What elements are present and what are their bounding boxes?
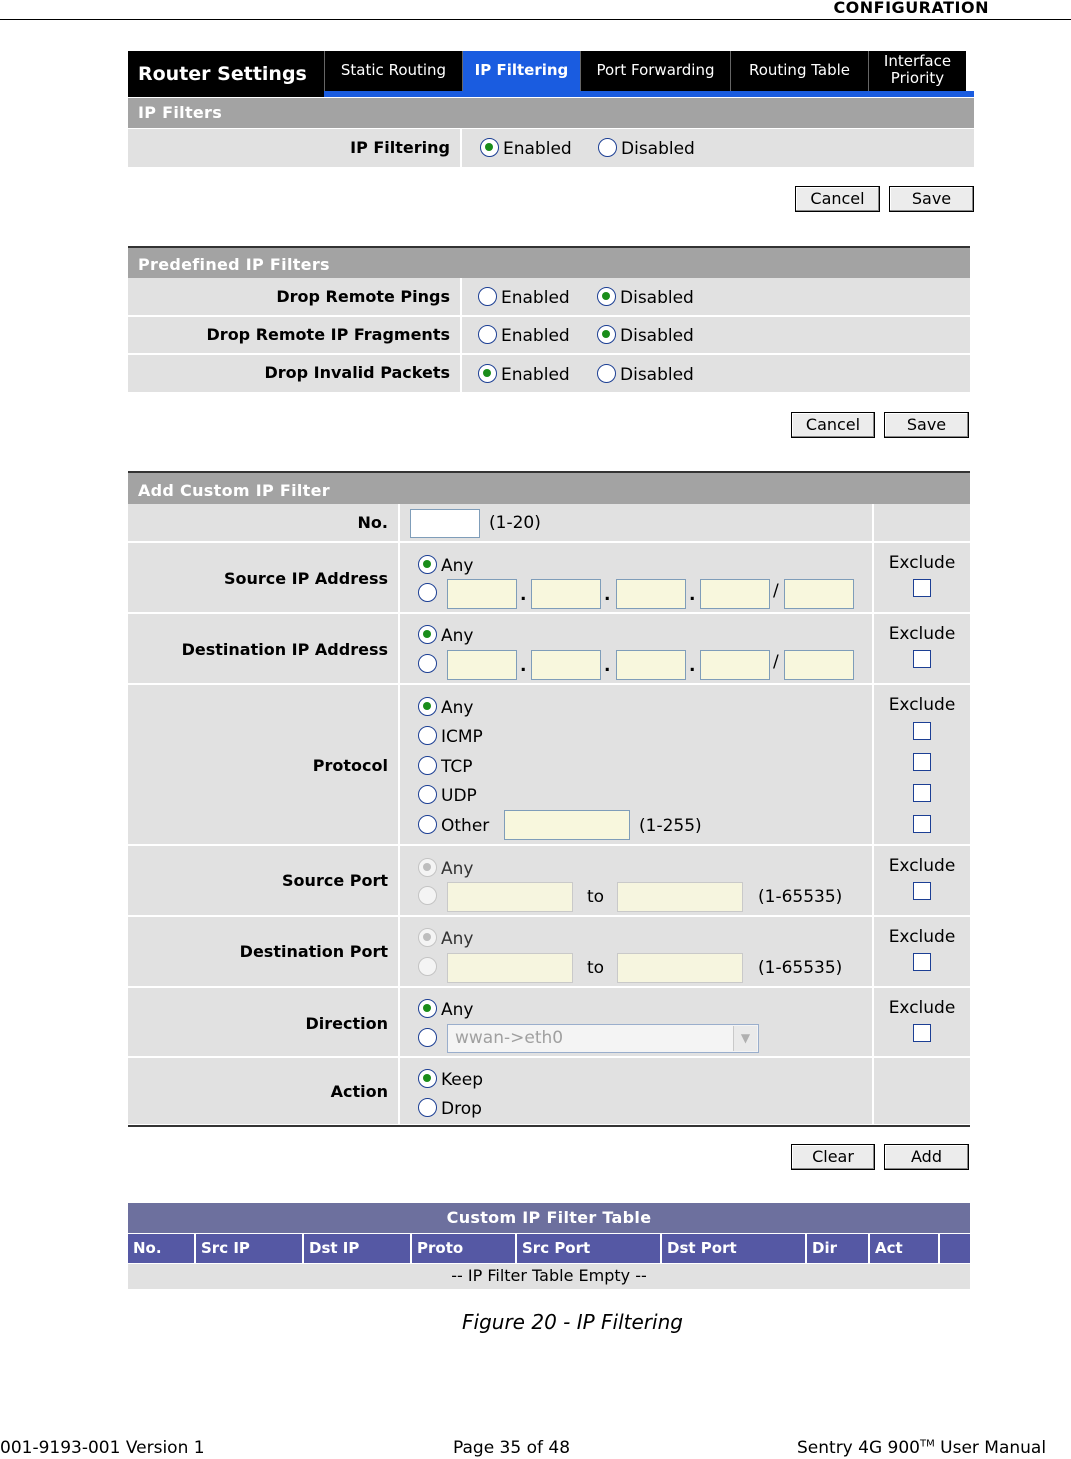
radio-selected-icon bbox=[418, 555, 437, 574]
custom-add-button[interactable]: Add bbox=[884, 1144, 969, 1170]
dest-port-from-input[interactable] bbox=[447, 953, 573, 983]
radio-icon bbox=[418, 785, 437, 804]
radio-selected-icon bbox=[478, 364, 497, 383]
protocol-range: (1-255) bbox=[639, 816, 702, 836]
filter-number-row bbox=[128, 504, 970, 542]
dest-ip-octet-2[interactable] bbox=[531, 650, 601, 680]
radio-selected-icon bbox=[418, 625, 437, 644]
direction-exclude-label: Exclude bbox=[888, 998, 956, 1018]
figure-caption: Figure 20 - IP Filtering bbox=[462, 1310, 683, 1334]
protocol-exclude-label: Exclude bbox=[888, 695, 956, 715]
tab-ip-filtering[interactable]: IP Filtering bbox=[462, 51, 580, 97]
tab-static-routing[interactable]: Static Routing bbox=[324, 51, 462, 91]
radio-disabled-icon bbox=[418, 886, 437, 905]
source-ip-label: Source IP Address bbox=[128, 543, 400, 612]
radio-disabled-selected-icon bbox=[418, 858, 437, 877]
router-settings-title: Router Settings bbox=[128, 51, 324, 97]
radio-disabled-selected-icon bbox=[418, 928, 437, 947]
tab-interface-priority[interactable]: Interface Priority bbox=[868, 51, 966, 91]
protocol-icmp-radio[interactable]: ICMP bbox=[418, 726, 483, 747]
filter-number-input[interactable] bbox=[410, 509, 480, 538]
source-port-to-input[interactable] bbox=[617, 882, 743, 912]
radio-icon bbox=[597, 364, 616, 383]
dest-port-row: Destination Port Any to (1-65535) Exclude bbox=[128, 917, 970, 987]
action-exclude-cell bbox=[872, 1058, 970, 1124]
footer-page-number: Page 35 of 48 bbox=[453, 1438, 571, 1458]
ip-filtering-enabled-radio[interactable]: Enabled bbox=[480, 138, 572, 159]
dest-ip-exclude-label: Exclude bbox=[888, 624, 956, 644]
radio-icon bbox=[418, 583, 437, 602]
source-ip-custom-radio[interactable] bbox=[418, 583, 441, 604]
drop-remote-pings-row bbox=[128, 278, 970, 316]
col-src-port: Src Port bbox=[517, 1234, 662, 1263]
tab-routing-table[interactable]: Routing Table bbox=[730, 51, 868, 91]
source-port-exclude-label: Exclude bbox=[888, 856, 956, 876]
dest-ip-any-radio[interactable]: Any bbox=[418, 625, 473, 646]
drop-invalid-packets-enabled-radio[interactable]: Enabled bbox=[478, 364, 570, 385]
chevron-down-icon: ▼ bbox=[733, 1026, 757, 1051]
direction-select[interactable]: wwan->eth0 ▼ bbox=[447, 1024, 759, 1053]
col-dst-port: Dst Port bbox=[662, 1234, 807, 1263]
direction-select-radio[interactable] bbox=[418, 1028, 441, 1049]
ip-filters-heading: IP Filters bbox=[128, 98, 974, 128]
radio-icon bbox=[418, 1028, 437, 1047]
radio-icon bbox=[418, 815, 437, 834]
radio-icon bbox=[478, 325, 497, 344]
direction-exclude-checkbox[interactable] bbox=[913, 1024, 931, 1042]
drop-invalid-packets-row bbox=[128, 355, 970, 393]
radio-icon bbox=[418, 756, 437, 775]
custom-clear-button[interactable]: Clear bbox=[791, 1144, 875, 1170]
protocol-other-input[interactable] bbox=[504, 810, 630, 840]
col-no: No. bbox=[128, 1234, 196, 1263]
protocol-tcp-exclude-checkbox[interactable] bbox=[913, 753, 931, 771]
radio-selected-icon bbox=[480, 138, 499, 157]
source-ip-exclude-checkbox[interactable] bbox=[913, 579, 931, 597]
filter-table-title: Custom IP Filter Table bbox=[128, 1203, 970, 1233]
dest-port-exclude-label: Exclude bbox=[888, 927, 956, 947]
doc-section-title: CONFIGURATION bbox=[833, 0, 989, 17]
drop-invalid-packets-label: Drop Invalid Packets bbox=[128, 355, 462, 392]
dest-port-label: Destination Port bbox=[128, 917, 400, 986]
source-port-exclude-checkbox[interactable] bbox=[913, 882, 931, 900]
dest-ip-custom-radio[interactable] bbox=[418, 654, 441, 675]
source-ip-octet-1[interactable] bbox=[447, 579, 517, 609]
direction-label: Direction bbox=[128, 988, 400, 1056]
ip-filtering-label: IP Filtering bbox=[128, 129, 462, 167]
source-ip-exclude-label: Exclude bbox=[888, 553, 956, 573]
predefined-filters-heading: Predefined IP Filters bbox=[128, 246, 970, 278]
drop-remote-pings-label: Drop Remote Pings bbox=[128, 278, 462, 315]
radio-icon bbox=[418, 1098, 437, 1117]
drop-remote-ip-fragments-enabled-radio[interactable]: Enabled bbox=[478, 325, 570, 346]
dest-ip-octet-1[interactable] bbox=[447, 650, 517, 680]
action-row bbox=[128, 1058, 970, 1125]
radio-selected-icon bbox=[597, 325, 616, 344]
col-blank bbox=[940, 1234, 970, 1263]
dest-ip-mask[interactable] bbox=[784, 650, 854, 680]
protocol-tcp-radio[interactable]: TCP bbox=[418, 756, 473, 777]
action-drop-radio[interactable]: Drop bbox=[418, 1098, 482, 1119]
filter-number-label: No. bbox=[128, 504, 400, 541]
footer-manual-title: Sentry 4G 900™ User Manual bbox=[797, 1438, 1047, 1458]
ip-filtering-disabled-radio[interactable]: Disabled bbox=[598, 138, 695, 159]
ip-filters-cancel-button[interactable]: Cancel bbox=[795, 186, 880, 212]
drop-remote-pings-disabled-radio[interactable]: Disabled bbox=[597, 287, 694, 308]
source-port-range-radio[interactable] bbox=[418, 886, 441, 907]
action-keep-radio[interactable]: Keep bbox=[418, 1069, 483, 1090]
dest-ip-octet-4[interactable] bbox=[700, 650, 770, 680]
source-ip-row: Source IP Address Any . . . / Exclude bbox=[128, 543, 970, 613]
drop-remote-pings-enabled-radio[interactable]: Enabled bbox=[478, 287, 570, 308]
tab-port-forwarding[interactable]: Port Forwarding bbox=[580, 51, 730, 91]
radio-selected-icon bbox=[418, 1069, 437, 1088]
protocol-label: Protocol bbox=[128, 685, 400, 844]
protocol-other-exclude-checkbox[interactable] bbox=[913, 815, 931, 833]
radio-disabled-icon bbox=[418, 957, 437, 976]
predefined-save-button[interactable]: Save bbox=[884, 412, 969, 438]
dest-port-exclude-checkbox[interactable] bbox=[913, 953, 931, 971]
radio-icon bbox=[418, 654, 437, 673]
col-proto: Proto bbox=[412, 1234, 517, 1263]
drop-invalid-packets-disabled-radio[interactable]: Disabled bbox=[597, 364, 694, 385]
protocol-row bbox=[128, 685, 970, 845]
action-label: Action bbox=[128, 1058, 400, 1124]
document-header bbox=[0, 0, 1071, 20]
radio-icon bbox=[598, 138, 617, 157]
dest-ip-exclude-checkbox[interactable] bbox=[913, 650, 931, 668]
col-src-ip: Src IP bbox=[196, 1234, 304, 1263]
protocol-icmp-exclude-checkbox[interactable] bbox=[913, 722, 931, 740]
source-ip-octet-2[interactable] bbox=[531, 579, 601, 609]
protocol-udp-radio[interactable]: UDP bbox=[418, 785, 477, 806]
source-ip-mask[interactable] bbox=[784, 579, 854, 609]
radio-icon bbox=[418, 726, 437, 745]
source-ip-any-radio[interactable]: Any bbox=[418, 555, 473, 576]
tab-bar bbox=[128, 51, 974, 97]
dest-ip-row: Destination IP Address Any . . . / Exclude bbox=[128, 614, 970, 684]
filter-number-exclude-cell bbox=[872, 504, 970, 541]
dest-port-any-radio[interactable]: Any bbox=[418, 928, 473, 949]
dest-ip-label: Destination IP Address bbox=[128, 614, 400, 683]
ip-filtering-row bbox=[128, 129, 974, 168]
dest-port-range: (1-65535) bbox=[758, 958, 843, 978]
filter-table-header bbox=[128, 1234, 970, 1263]
protocol-other-radio[interactable]: Other bbox=[418, 815, 489, 836]
tab-underline bbox=[324, 91, 974, 97]
add-custom-filter-heading: Add Custom IP Filter bbox=[128, 471, 970, 504]
drop-remote-ip-fragments-disabled-radio[interactable]: Disabled bbox=[597, 325, 694, 346]
filter-number-range: (1-20) bbox=[489, 513, 541, 533]
dest-ip-octet-3[interactable] bbox=[616, 650, 686, 680]
protocol-any-radio[interactable]: Any bbox=[418, 697, 473, 718]
drop-remote-ip-fragments-label: Drop Remote IP Fragments bbox=[128, 317, 462, 353]
source-ip-octet-3[interactable] bbox=[616, 579, 686, 609]
col-dir: Dir bbox=[807, 1234, 870, 1263]
source-port-label: Source Port bbox=[128, 846, 400, 915]
source-ip-octet-4[interactable] bbox=[700, 579, 770, 609]
radio-selected-icon bbox=[418, 999, 437, 1018]
ip-filters-save-button[interactable]: Save bbox=[889, 186, 974, 212]
dest-port-to-input[interactable] bbox=[617, 953, 743, 983]
source-port-from-input[interactable] bbox=[447, 882, 573, 912]
radio-selected-icon bbox=[418, 697, 437, 716]
protocol-udp-exclude-checkbox[interactable] bbox=[913, 784, 931, 802]
direction-row bbox=[128, 988, 970, 1057]
filter-table-empty-row: -- IP Filter Table Empty -- bbox=[128, 1264, 970, 1289]
radio-icon bbox=[478, 287, 497, 306]
custom-filter-bottom-rule bbox=[128, 1125, 970, 1127]
direction-any-radio[interactable]: Any bbox=[418, 999, 473, 1020]
col-dst-ip: Dst IP bbox=[304, 1234, 412, 1263]
source-port-range: (1-65535) bbox=[758, 887, 843, 907]
col-act: Act bbox=[870, 1234, 940, 1263]
drop-remote-ip-fragments-row bbox=[128, 317, 970, 354]
source-port-row: Source Port Any to (1-65535) Exclude bbox=[128, 846, 970, 916]
dest-port-range-radio[interactable] bbox=[418, 957, 441, 978]
predefined-cancel-button[interactable]: Cancel bbox=[791, 412, 875, 438]
radio-selected-icon bbox=[597, 287, 616, 306]
source-port-any-radio[interactable]: Any bbox=[418, 858, 473, 879]
footer-doc-number: 001-9193-001 Version 1 bbox=[0, 1438, 205, 1458]
